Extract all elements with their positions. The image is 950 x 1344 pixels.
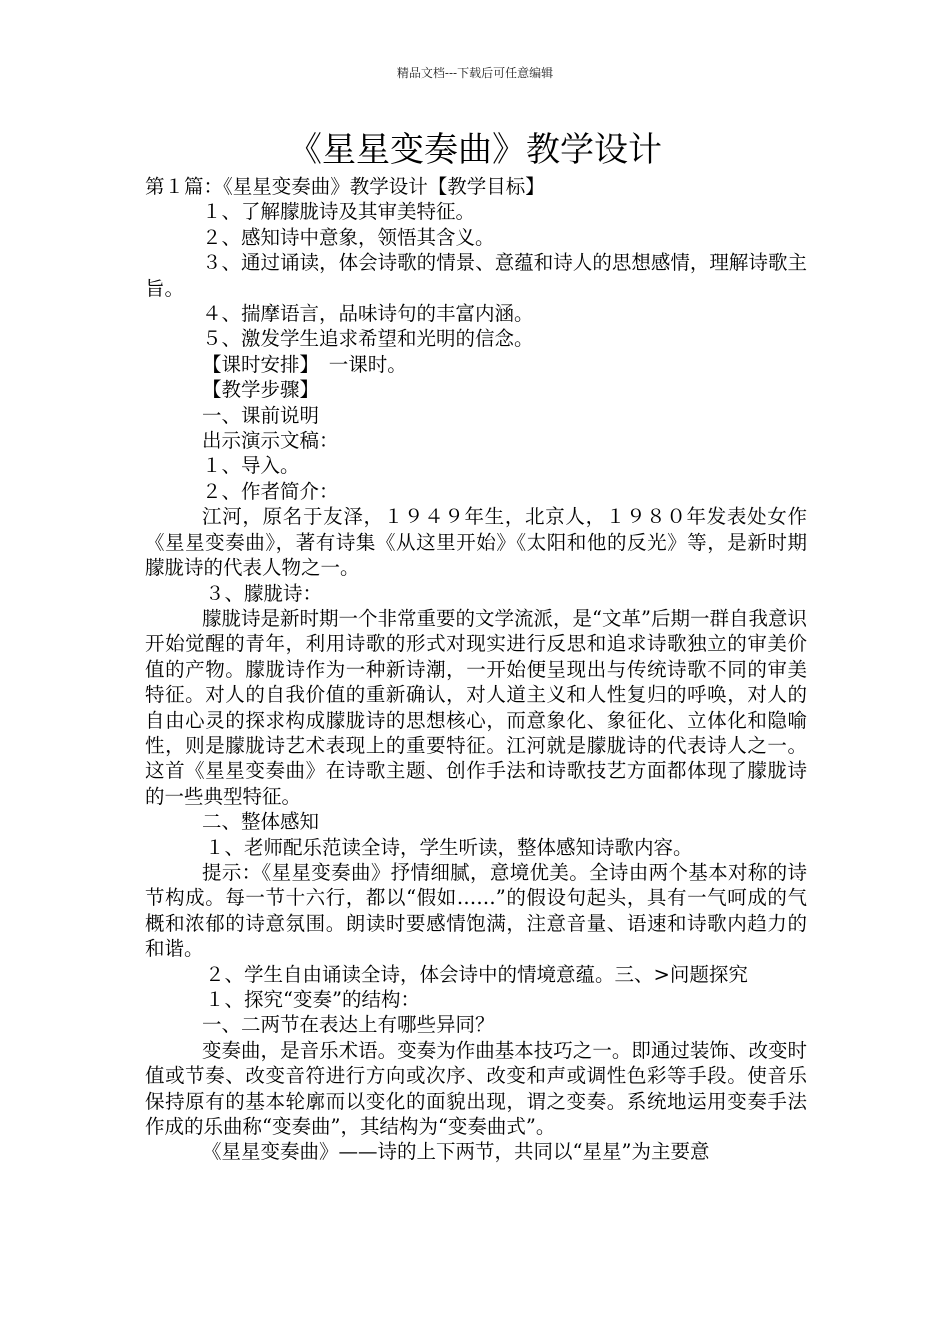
reading-tip: 提示：《星星变奏曲》抒情细腻，意境优美。全诗由两个基本对称的诗节构成。每一节十六行，都以“假如……”的假设句起头，具有一气呵成的气概和浓郁的诗意氛围。朗读时要感情饱满，注意音量、语速和诗歌内趋力的和谐。 [145, 860, 807, 961]
variation-explanation: 变奏曲，是音乐术语。变奏为作曲基本技巧之一。即通过装饰、改变时值或节奏、改变音符进行方向或次序、改变和声或调性色彩等手段。使音乐保持原有的基本轮廓而以变化的面貌出现，谓之变奏。系统地运用变奏手法作成的乐曲称“变奏曲”，其结构为“变奏曲式”。 [145, 1038, 807, 1139]
paragraph: １、探究“变奏”的结构： [205, 988, 420, 1011]
objective-2: ２、感知诗中意象，领悟其含义。 [202, 225, 495, 249]
objective-3: ３、通过诵读，体会诗歌的情景、意蕴和诗人的思想感情，理解诗歌主旨。 [145, 251, 807, 300]
paragraph: 出示演示文稿： [202, 429, 339, 453]
section-heading: 第１篇：《星星变奏曲》教学设计【教学目标】 [145, 175, 545, 198]
author-intro: 江河，原名于友泽，１９４９年生，北京人，１９８０年发表处女作《星星变奏曲》，著有诗集《从这里开始》《太阳和他的反光》等，是新时期朦胧诗的代表人物之一。 [145, 505, 807, 580]
schedule-line: 【课时安排】 一课时。 [202, 352, 407, 376]
paragraph: ２、作者简介： [202, 479, 339, 503]
misty-poetry-intro: 朦胧诗是新时期一个非常重要的文学流派，是“文革”后期一群自我意识开始觉醒的青年，利用诗歌的形式对现实进行反思和追求诗歌独立的审美价值的产物。朦胧诗作为一种新诗潮，一开始便呈现出与传统诗歌不同的审美特征。对人的自我价值的重新确认，对人道主义和人性复归的呼唤，对人的自由心灵的探求构成朦胧诗的思想核心，而意象化、象征化、立体化和隐喻性，则是朦胧诗艺术表现上的重要特征。江河就是朦胧诗的代表诗人之一。这首《星星变奏曲》在诗歌主题、创作手法和诗歌技艺方面都体现了朦胧诗的一些典型特征。 [145, 606, 807, 808]
objective-4: ４、揣摩语言，品味诗句的丰富内涵。 [202, 302, 534, 326]
paragraph: 《星星变奏曲》——诗的上下两节，共同以“星星”为主要意 [202, 1140, 710, 1164]
page-title: 《星星变奏曲》教学设计 [288, 130, 662, 170]
step-2-heading: 二、整体感知 [202, 810, 320, 834]
document-body [145, 174, 807, 1165]
steps-heading: 【教学步骤】 [202, 378, 320, 402]
paragraph: 一、二两节在表达上有哪些异同？ [202, 1013, 495, 1037]
header-note: 精品文档---下载后可任意编辑 [396, 66, 554, 80]
paragraph: ２、学生自由诵读全诗，体会诗中的情境意蕴。三、>问题探究 [205, 962, 748, 986]
objective-5: ５、激发学生追求希望和光明的信念。 [202, 327, 534, 351]
objective-1: １、了解朦胧诗及其审美特征。 [202, 200, 476, 224]
paragraph: １、老师配乐范读全诗，学生听读，整体感知诗歌内容。 [205, 835, 693, 859]
paragraph: １、导入。 [202, 454, 300, 478]
paragraph: ３、朦胧诗： [205, 581, 323, 605]
step-1-heading: 一、课前说明 [202, 403, 320, 427]
